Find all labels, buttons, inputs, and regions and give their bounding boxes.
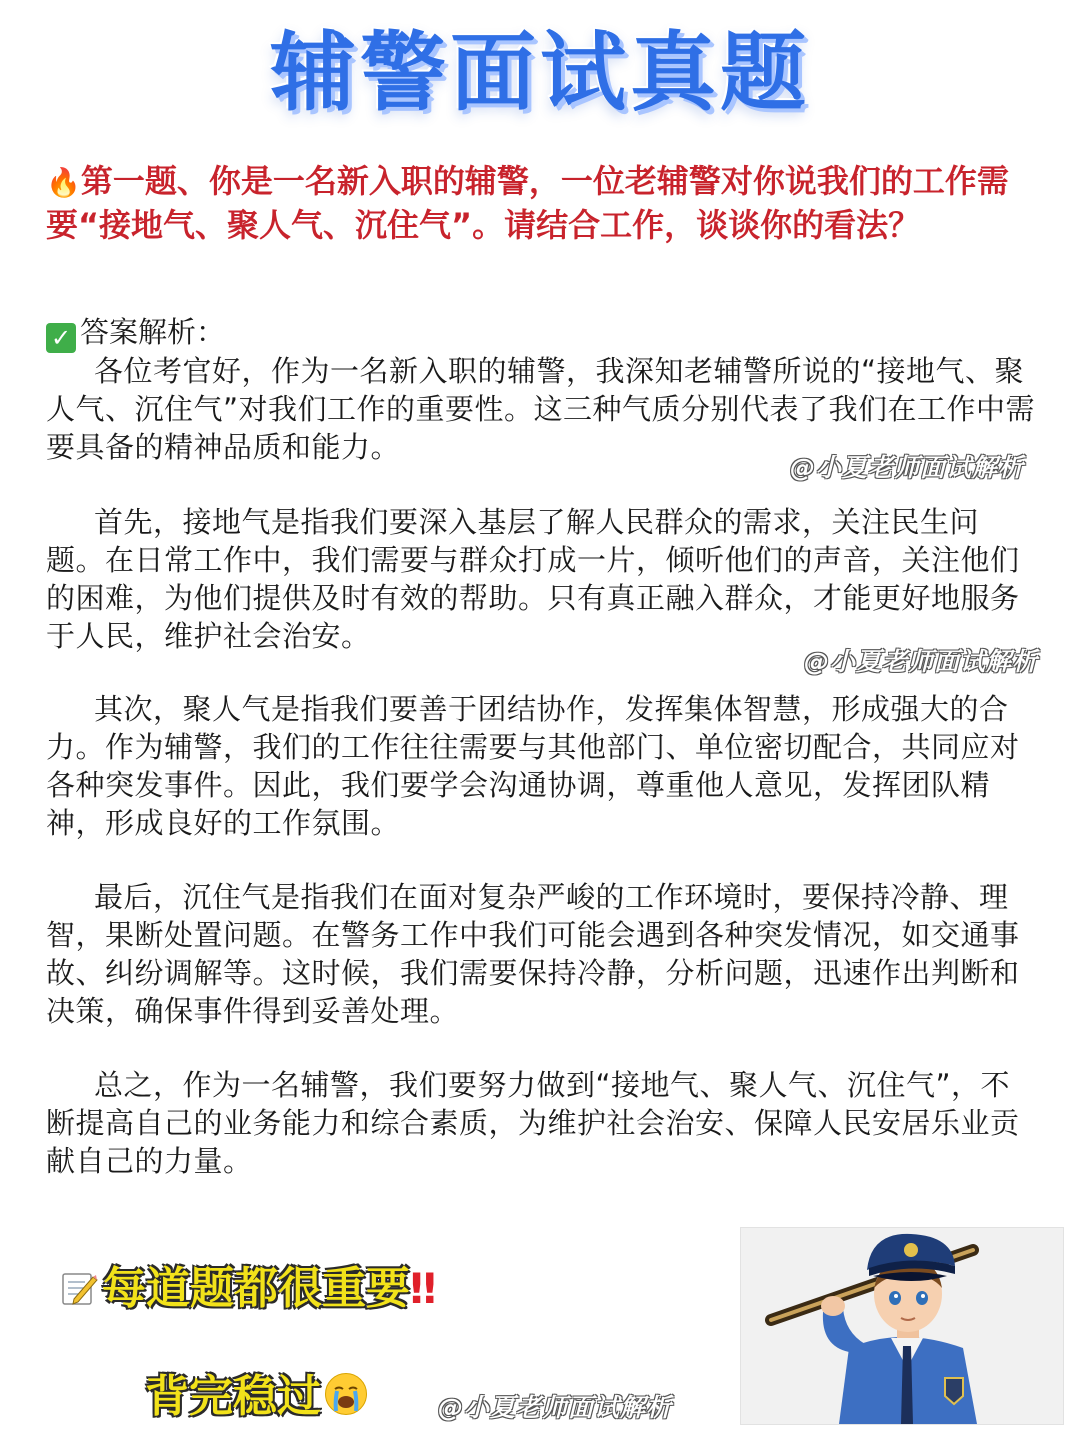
- watermark: @小夏老师面试解析: [804, 647, 1039, 676]
- memo-icon: [60, 1266, 98, 1304]
- answer-paragraph-3: 其次，聚人气是指我们要善于团结协作，发挥集体智慧，形成强大的合力。作为辅警，我们的工作往往需要与其他部门、单位密切配合，共同应对各种突发事件。因此，我们要学会沟通协调，尊重他人意见，发挥团队精神，形成良好的工作氛围。: [46, 692, 1020, 840]
- police-officer-illustration: [740, 1227, 1064, 1425]
- page-title: 辅警面试真题: [270, 23, 810, 123]
- fire-icon: 🔥: [46, 166, 81, 199]
- slogan-important: [60, 1262, 436, 1316]
- answer-heading: [46, 312, 646, 353]
- watermark: @小夏老师面试解析: [438, 1393, 673, 1422]
- answer-label: 答案解析：: [80, 315, 226, 349]
- slogan-2-text: 背完稳过: [145, 1371, 321, 1422]
- check-mark-icon: ✓: [46, 323, 76, 353]
- answer-paragraph-5: 总之，作为一名辅警，我们要努力做到“接地气、聚人气、沉住气”，不断提高自己的业务能力和综合素质，为维护社会治安、保障人民安居乐业贡献自己的力量。: [46, 1068, 1020, 1178]
- answer-paragraph-1: 各位考官好，作为一名新入职的辅警，我深知老辅警所说的“接地气、聚人气、沉住气”对我们工作的重要性。这三种气质分别代表了我们在工作中需要具备的精神品质和能力。: [46, 354, 1036, 464]
- watermark: @小夏老师面试解析: [790, 453, 1025, 482]
- question-body: 第一题、你是一名新入职的辅警，一位老辅警对你说我们的工作需要“接地气、聚人气、沉住气”。请结合工作，谈谈你的看法？: [46, 162, 1009, 244]
- double-exclamation-icon: ‼: [410, 1264, 437, 1313]
- slogan-1-text: 每道题都很重要: [102, 1263, 410, 1314]
- slogan-pass: [145, 1370, 367, 1424]
- question-text: [46, 160, 1036, 246]
- answer-paragraph-2: 首先，接地气是指我们要深入基层了解人民群众的需求，关注民生问题。在日常工作中，我们需要与群众打成一片，倾听他们的声音，关注他们的困难，为他们提供及时有效的帮助。只有真正融入群众，才能更好地服务于人民，维护社会治安。: [46, 505, 1020, 653]
- crying-face-icon: [325, 1373, 367, 1415]
- answer-paragraph-4: 最后，沉住气是指我们在面对复杂严峻的工作环境时，要保持冷静、理智，果断处置问题。在警务工作中我们可能会遇到各种突发情况，如交通事故、纠纷调解等。这时候，我们需要保持冷静，分析问题，迅速作出判断和决策，确保事件得到妥善处理。: [46, 880, 1020, 1028]
